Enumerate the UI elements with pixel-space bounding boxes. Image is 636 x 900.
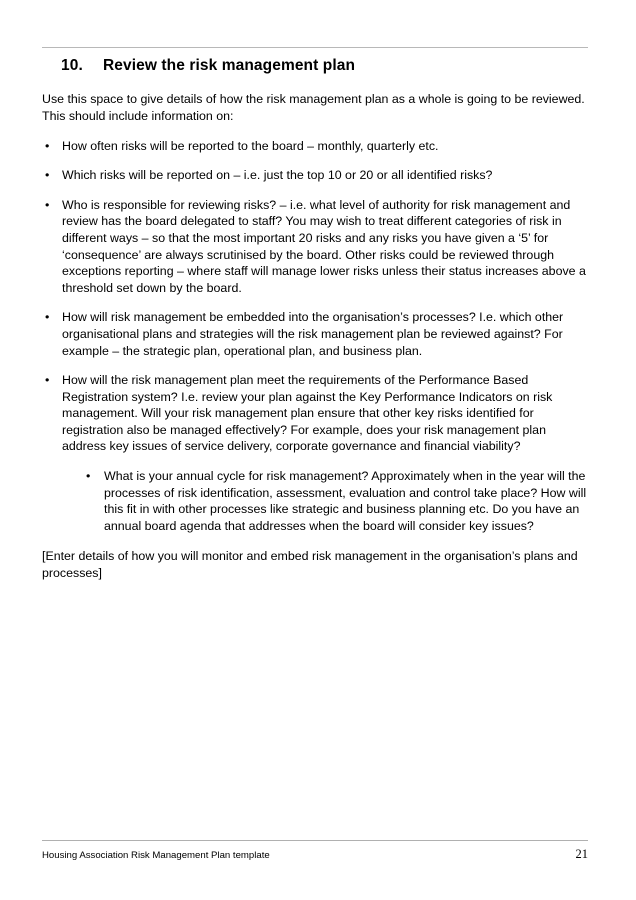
bullet-marker-icon: • [86,469,91,484]
list-item-text: How often risks will be reported to the board – monthly, quarterly etc. [62,138,439,153]
bullet-marker-icon: • [45,168,50,183]
nested-list-item-text: What is your annual cycle for risk management? Approximately when in the year will the processes of risk identification, assessment, evaluation and control take place? How will this fit in with other processes like strategic and business planning etc. Do you have an annual board agenda that addresses when the board will consider key issues? [104,469,587,533]
entry-instruction-text: [Enter details of how you will monitor and embed risk management in the organisation’s plans and processes] [42,549,578,581]
section-title-text: Review the risk management plan [103,57,356,74]
intro-paragraph: Use this space to give details of how the risk management plan as a whole is going to be reviewed. This should include information on: [42,92,585,123]
footer-divider [42,840,588,841]
footer-label: Housing Association Risk Management Plan template [42,850,270,861]
list-item [42,309,588,359]
header-divider [42,47,588,48]
nested-list-item [83,468,588,534]
bullet-marker-icon: • [45,138,50,153]
document-content [42,56,588,582]
list-item [42,197,588,297]
bullet-marker-icon: • [45,373,50,388]
bullet-marker-icon: • [45,197,50,212]
bullet-list [42,138,588,535]
list-item-text: How will the risk management plan meet the requirements of the Performance Based Registration system? I.e. review your plan against the Key Performance Indicators on risk management. Will your risk management plan ensure that other key risks identified for registration also be managed effectively? For example, does your risk management plan address key issues of service delivery, corporate governance and financial viability? [62,373,553,454]
list-item-text: Which risks will be reported on – i.e. just the top 10 or 20 or all identified risks? [62,168,493,183]
list-item-text: Who is responsible for reviewing risks? – i.e. what level of authority for risk management and review has the board delegated to staff? You may wish to treat different categories of risk in different ways – so that the most important 20 risks and any risks you have given a ‘5’ for ‘consequence’ are always scrutinised by the board. Other risks could be reviewed through exceptions reporting – where staff will manage lower risks unless their status increases above a threshold set down by the board. [62,197,586,295]
nested-bullet-list [62,468,588,534]
page-footer [42,847,588,867]
list-item [42,167,588,184]
list-item-text: How will risk management be embedded into the organisation’s processes? I.e. which other organisational plans and strategies will the risk management plan be reviewed against? For example – the strategic plan, operational plan, and business plan. [62,310,564,358]
list-item [42,138,588,155]
page-title [42,56,588,75]
list-item [42,372,588,534]
section-number: 10. [61,57,83,74]
bullet-marker-icon: • [45,310,50,325]
page-number: 21 [575,847,588,861]
